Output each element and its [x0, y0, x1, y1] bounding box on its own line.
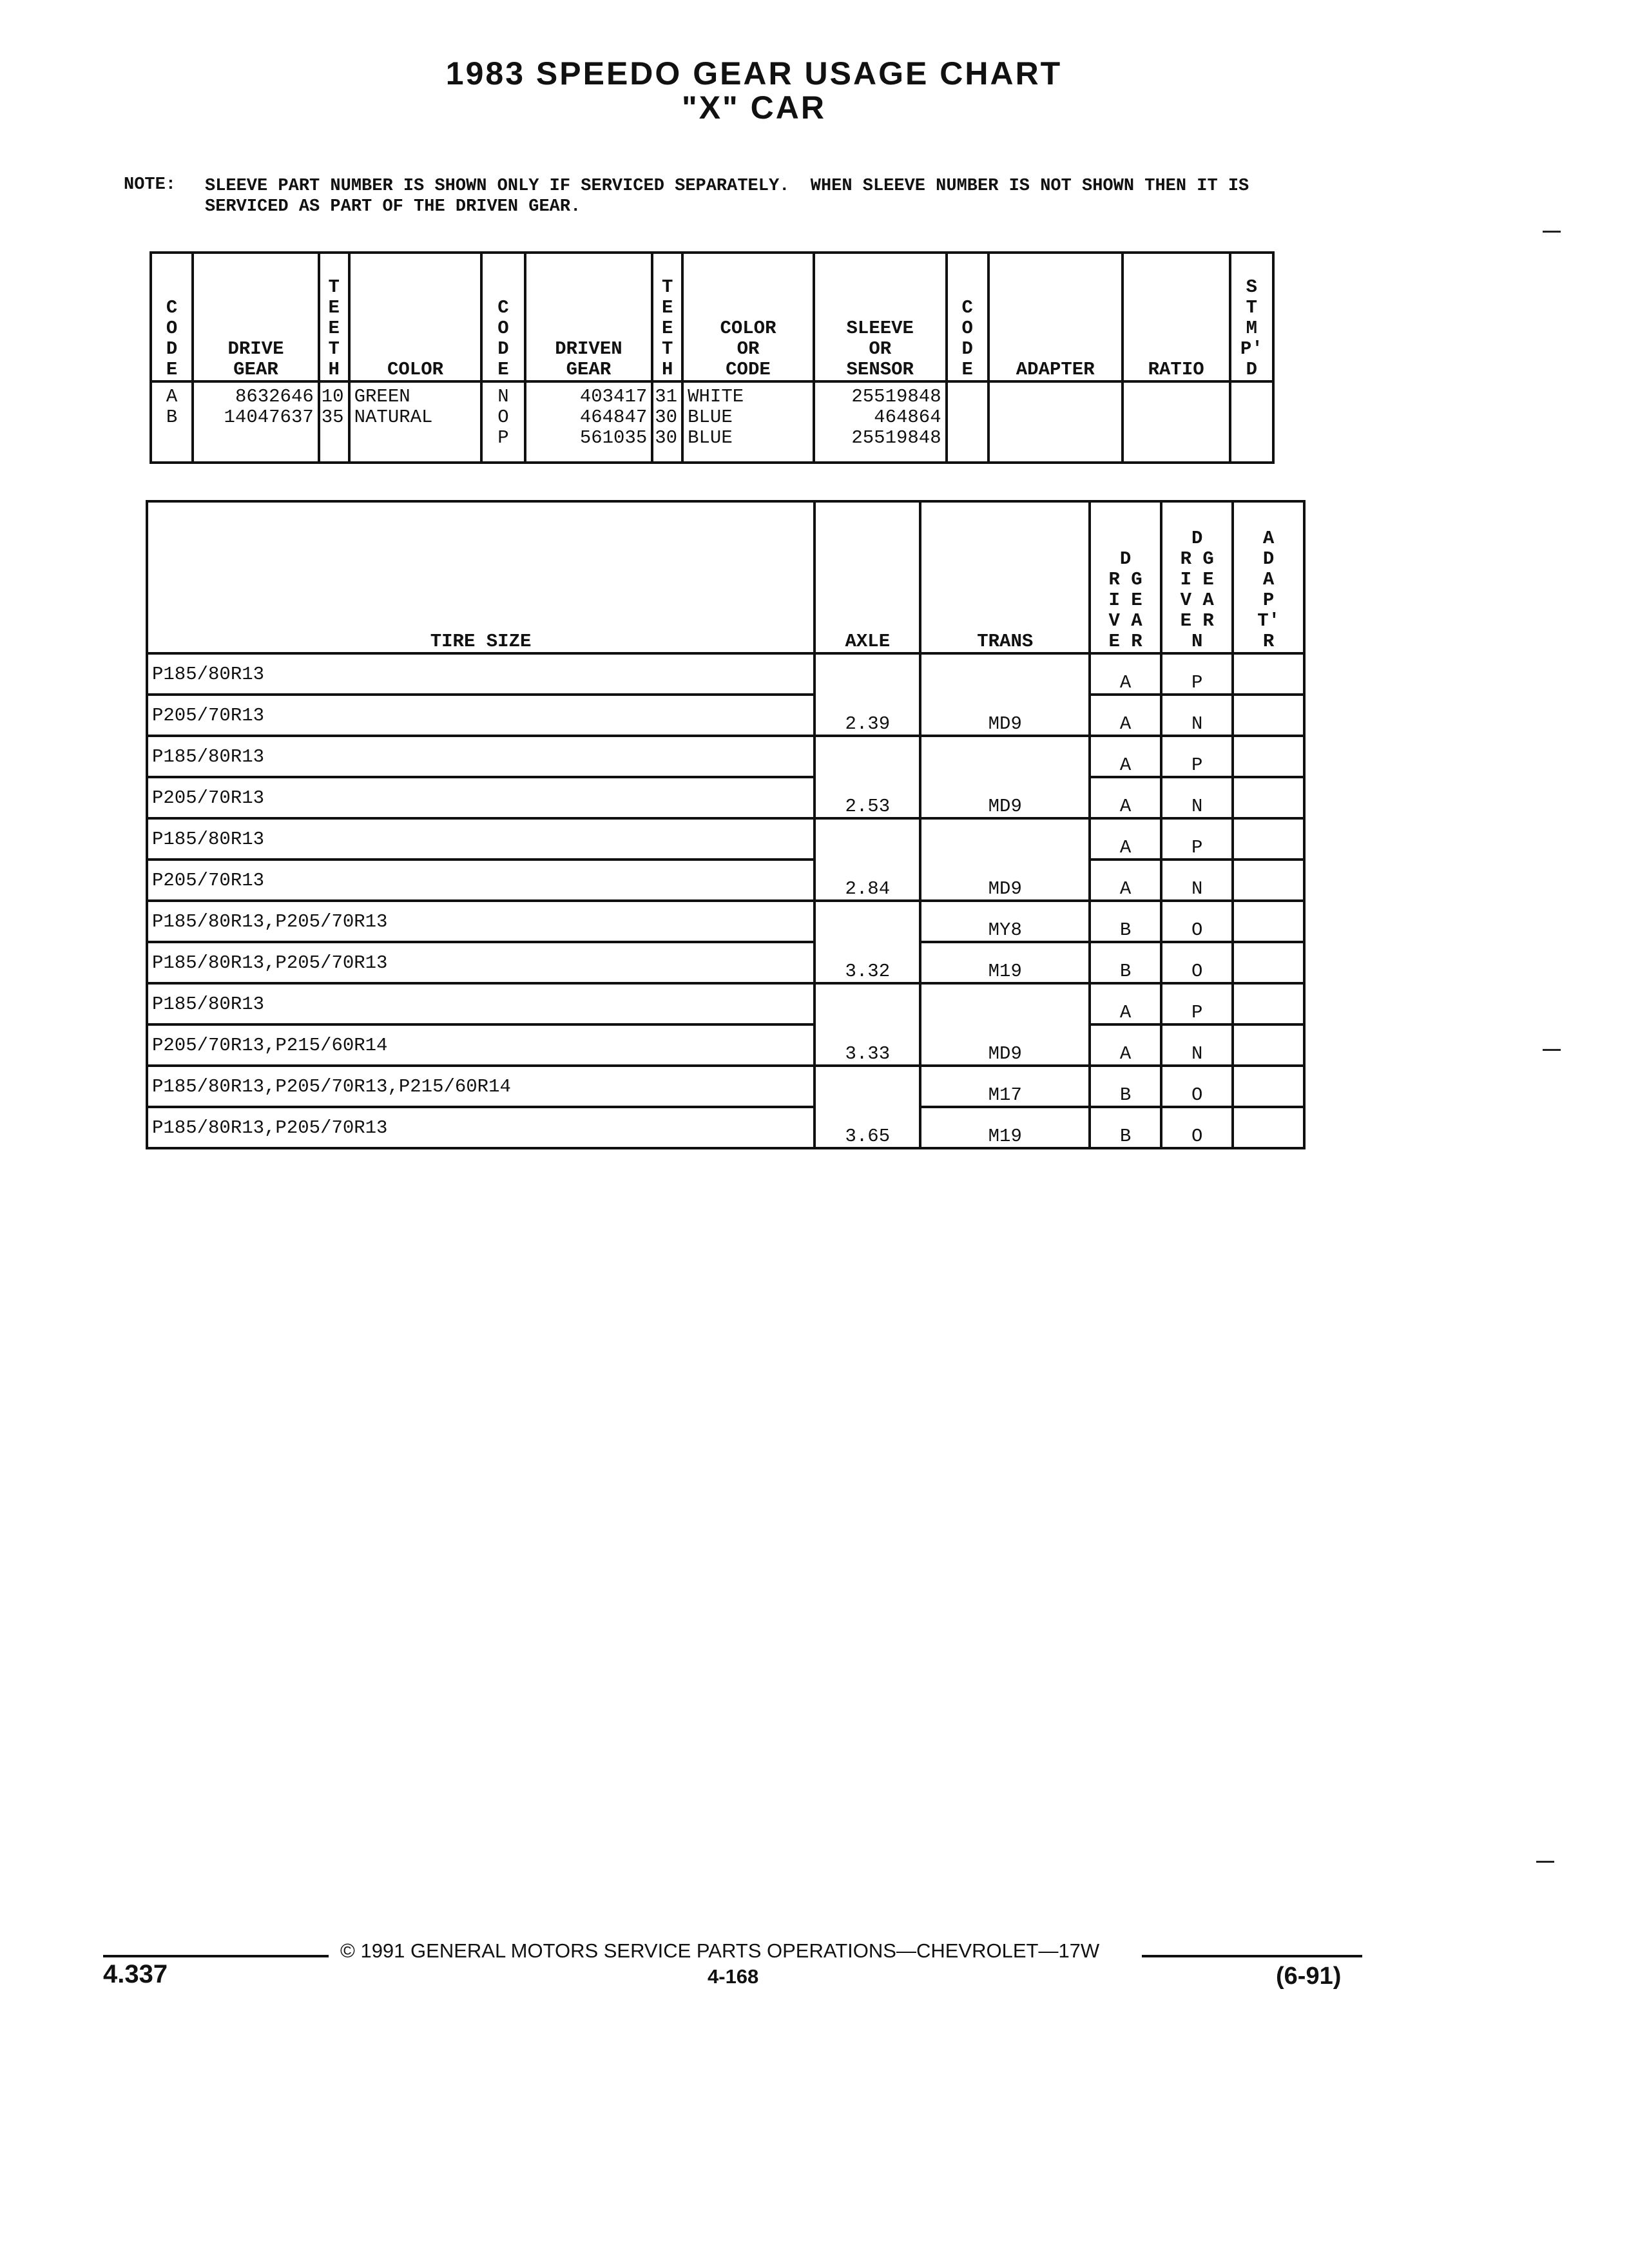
header-axle: AXLE [815, 501, 920, 653]
tire-size-cell: P205/70R13 [147, 695, 815, 736]
tire-size-cell: P185/80R13 [147, 736, 815, 777]
axle-cell [815, 653, 920, 695]
driven-gear-code-cell: O [1161, 1066, 1233, 1107]
drive-gear-code-cell: B [1090, 1066, 1161, 1107]
table-row [147, 736, 1304, 777]
header-tire-size: TIRE SIZE [147, 501, 815, 653]
drive-codes: A B [151, 381, 193, 463]
header-ratio: RATIO [1123, 253, 1230, 381]
adaptr-cell [1233, 736, 1304, 777]
header-teeth-drive: T E E T H [319, 253, 349, 381]
table-row [147, 860, 1304, 901]
tire-size-cell: P185/80R13,P205/70R13 [147, 1107, 815, 1148]
header-code-drive: C O D E [151, 253, 193, 381]
header-adaptr: A D A P T' R [1233, 501, 1304, 653]
trans-cell [920, 653, 1090, 695]
header-trans: TRANS [920, 501, 1090, 653]
tire-size-cell: P185/80R13,P205/70R13 [147, 942, 815, 983]
drive-gear-code-cell: A [1090, 1024, 1161, 1066]
trans-cell: MD9 [920, 695, 1090, 736]
header-adapter: ADAPTER [988, 253, 1123, 381]
tire-size-cell: P205/70R13,P215/60R14 [147, 1024, 815, 1066]
driven-gear-code-cell: P [1161, 736, 1233, 777]
header-code-driven: C O D E [481, 253, 525, 381]
axle-cell: 3.33 [815, 1024, 920, 1066]
driven-gear-code-cell: P [1161, 818, 1233, 860]
table-row [147, 653, 1304, 695]
trans-cell [920, 818, 1090, 860]
stmpd-cell [1230, 381, 1273, 463]
drive-gear-code-cell: A [1090, 983, 1161, 1024]
adaptr-cell [1233, 653, 1304, 695]
axle-cell [815, 818, 920, 860]
margin-mark [1543, 1049, 1561, 1051]
trans-cell: MD9 [920, 860, 1090, 901]
driven-sleeves: 25519848 464864 25519848 [814, 381, 947, 463]
adapter-cell [988, 381, 1123, 463]
driven-colors: WHITE BLUE BLUE [682, 381, 814, 463]
axle-cell: 3.65 [815, 1107, 920, 1148]
driven-gear-code-cell: O [1161, 901, 1233, 942]
driven-gears: 403417 464847 561035 [525, 381, 653, 463]
drive-gear-code-cell: B [1090, 1107, 1161, 1148]
table-row [147, 1024, 1304, 1066]
header-code-adapter: C O D E [947, 253, 988, 381]
header-drive-gear: DRIVE GEAR [193, 253, 319, 381]
header-teeth-driven: T E E T H [652, 253, 682, 381]
axle-cell: 3.32 [815, 942, 920, 983]
margin-mark [1536, 1861, 1554, 1863]
trans-cell [920, 736, 1090, 777]
footer-copyright: © 1991 GENERAL MOTORS SERVICE PARTS OPERATIONS—CHEVROLET—17W [340, 1939, 1100, 1962]
table-row [147, 1066, 1304, 1107]
table-row [147, 818, 1304, 860]
drive-gear-code-cell: A [1090, 736, 1161, 777]
drive-colors: GREEN NATURAL [349, 381, 482, 463]
tire-size-cell: P185/80R13 [147, 653, 815, 695]
axle-cell: 2.53 [815, 777, 920, 818]
page-subtitle: "X" CAR [682, 90, 826, 126]
adaptr-cell [1233, 983, 1304, 1024]
tire-size-cell: P185/80R13 [147, 983, 815, 1024]
tire-size-cell: P185/80R13,P205/70R13 [147, 901, 815, 942]
trans-cell: MD9 [920, 777, 1090, 818]
gear-table [149, 251, 1275, 464]
axle-cell [815, 736, 920, 777]
table-row [147, 942, 1304, 983]
note-label: NOTE: [124, 175, 177, 195]
driven-gear-code-cell: O [1161, 1107, 1233, 1148]
note-line-1: SLEEVE PART NUMBER IS SHOWN ONLY IF SERVICED SEPARATELY. WHEN SLEEVE NUMBER IS NOT SHOWN THEN IT IS [205, 177, 1249, 196]
tire-size-cell: P205/70R13 [147, 777, 815, 818]
header-driven-gear: DRIVEN GEAR [525, 253, 653, 381]
tire-size-cell: P185/80R13,P205/70R13,P215/60R14 [147, 1066, 815, 1107]
page-title: 1983 SPEEDO GEAR USAGE CHART [445, 55, 1063, 91]
drive-gear-code-cell: A [1090, 818, 1161, 860]
header-drive-gear-code: D R G I E V A E R [1090, 501, 1161, 653]
adaptr-cell [1233, 1024, 1304, 1066]
usage-rows [147, 653, 1304, 1148]
header-driven-gear-code: D R G I E V A E R N [1161, 501, 1233, 653]
trans-cell [920, 983, 1090, 1024]
adaptr-cell [1233, 860, 1304, 901]
axle-cell: 2.39 [815, 695, 920, 736]
table-row [147, 777, 1304, 818]
driven-gear-code-cell: N [1161, 777, 1233, 818]
trans-cell: M19 [920, 1107, 1090, 1148]
drive-gears: 8632646 14047637 [193, 381, 319, 463]
drive-gear-code-cell: A [1090, 860, 1161, 901]
drive-gear-code-cell: A [1090, 777, 1161, 818]
note-line-2: SERVICED AS PART OF THE DRIVEN GEAR. [205, 197, 581, 216]
drive-teeth: 10 35 [319, 381, 349, 463]
footer-page-number: 4-168 [708, 1965, 759, 1988]
driven-gear-code-cell: P [1161, 983, 1233, 1024]
trans-cell: MY8 [920, 901, 1090, 942]
tire-size-cell: P205/70R13 [147, 860, 815, 901]
ratio-cell [1123, 381, 1230, 463]
trans-cell: MD9 [920, 1024, 1090, 1066]
driven-gear-code-cell: P [1161, 653, 1233, 695]
table-row [147, 695, 1304, 736]
axle-cell: 2.84 [815, 860, 920, 901]
trans-cell: M19 [920, 942, 1090, 983]
drive-gear-code-cell: B [1090, 901, 1161, 942]
adaptr-cell [1233, 1066, 1304, 1107]
adaptr-cell [1233, 901, 1304, 942]
adaptr-cell [1233, 695, 1304, 736]
axle-cell [815, 1066, 920, 1107]
header-sleeve-or-sensor: SLEEVE OR SENSOR [814, 253, 947, 381]
driven-gear-code-cell: N [1161, 695, 1233, 736]
driven-gear-code-cell: O [1161, 942, 1233, 983]
header-stmpd: S T M P' D [1230, 253, 1273, 381]
drive-gear-code-cell: A [1090, 653, 1161, 695]
adaptr-cell [1233, 942, 1304, 983]
table-row [147, 983, 1304, 1024]
footer-section: 4.337 [103, 1960, 168, 1988]
axle-cell [815, 983, 920, 1024]
header-color: COLOR [349, 253, 482, 381]
driven-teeth: 31 30 30 [652, 381, 682, 463]
header-color-or-code: COLOR OR CODE [682, 253, 814, 381]
tire-size-cell: P185/80R13 [147, 818, 815, 860]
table-row [147, 1107, 1304, 1148]
adapter-code-cell [947, 381, 988, 463]
adaptr-cell [1233, 1107, 1304, 1148]
driven-codes: N O P [481, 381, 525, 463]
table-row [147, 901, 1304, 942]
margin-mark [1543, 231, 1561, 233]
drive-gear-code-cell: A [1090, 695, 1161, 736]
driven-gear-code-cell: N [1161, 1024, 1233, 1066]
footer-date: (6-91) [1276, 1963, 1342, 1990]
usage-table [146, 500, 1306, 1149]
trans-cell: M17 [920, 1066, 1090, 1107]
axle-cell [815, 901, 920, 942]
adaptr-cell [1233, 777, 1304, 818]
adaptr-cell [1233, 818, 1304, 860]
drive-gear-code-cell: B [1090, 942, 1161, 983]
driven-gear-code-cell: N [1161, 860, 1233, 901]
